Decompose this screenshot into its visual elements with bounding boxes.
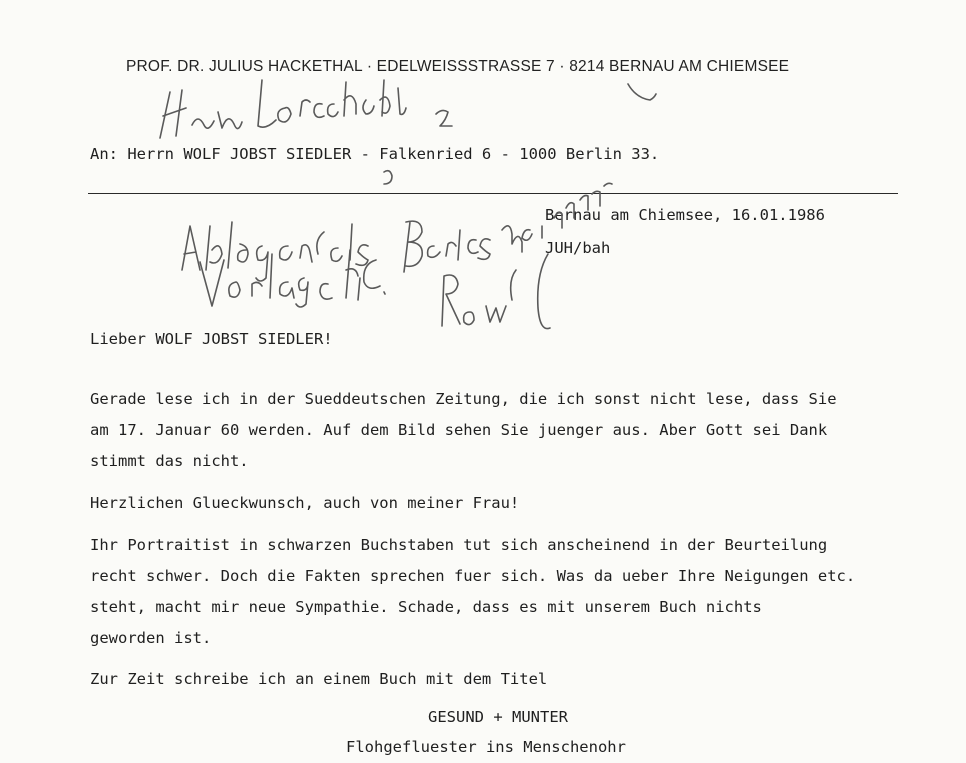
letterhead: PROF. DR. JULIUS HACKETHAL · EDELWEISSSTRASSE 7 · 8214 BERNAU AM CHIEMSEE — [126, 58, 790, 75]
recipient-address: An: Herrn WOLF JOBST SIEDLER - Falkenried 6 - 1000 Berlin 33. — [90, 145, 660, 163]
text-line: recht schwer. Doch die Fakten sprechen fuer sich. Was da ueber Ihre Neigungen etc. — [90, 567, 856, 585]
book-title-line-1: GESUND + MUNTER — [428, 708, 568, 726]
text-line: Herzlichen Glueckwunsch, auch von meiner Frau! — [90, 494, 520, 512]
text-line: geworden ist. — [90, 629, 212, 647]
reference-initials: JUH/bah — [545, 239, 611, 257]
text-line: Ihr Portraitist in schwarzen Buchstaben tut sich anscheinend in der Beurteilung — [90, 536, 828, 554]
text-line: Gerade lese ich in der Sueddeutschen Zeitung, die ich sonst nicht lese, dass Sie — [90, 390, 837, 408]
handwriting-ink — [160, 80, 656, 329]
text-line: am 17. Januar 60 werden. Auf dem Bild sehen Sie juenger aus. Aber Gott sei Dank — [90, 421, 828, 439]
text-line: steht, macht mir neue Sympathie. Schade, dass es mit unserem Buch nichts — [90, 598, 762, 616]
text-line: stimmt das nicht. — [90, 452, 249, 470]
place-and-date: Bernau am Chiemsee, 16.01.1986 — [545, 206, 825, 224]
text-line: Zur Zeit schreibe ich an einem Buch mit dem Titel — [90, 670, 548, 688]
book-title-line-2: Flohgefluester ins Menschenohr — [346, 738, 626, 756]
salutation: Lieber WOLF JOBST SIEDLER! — [90, 330, 333, 348]
